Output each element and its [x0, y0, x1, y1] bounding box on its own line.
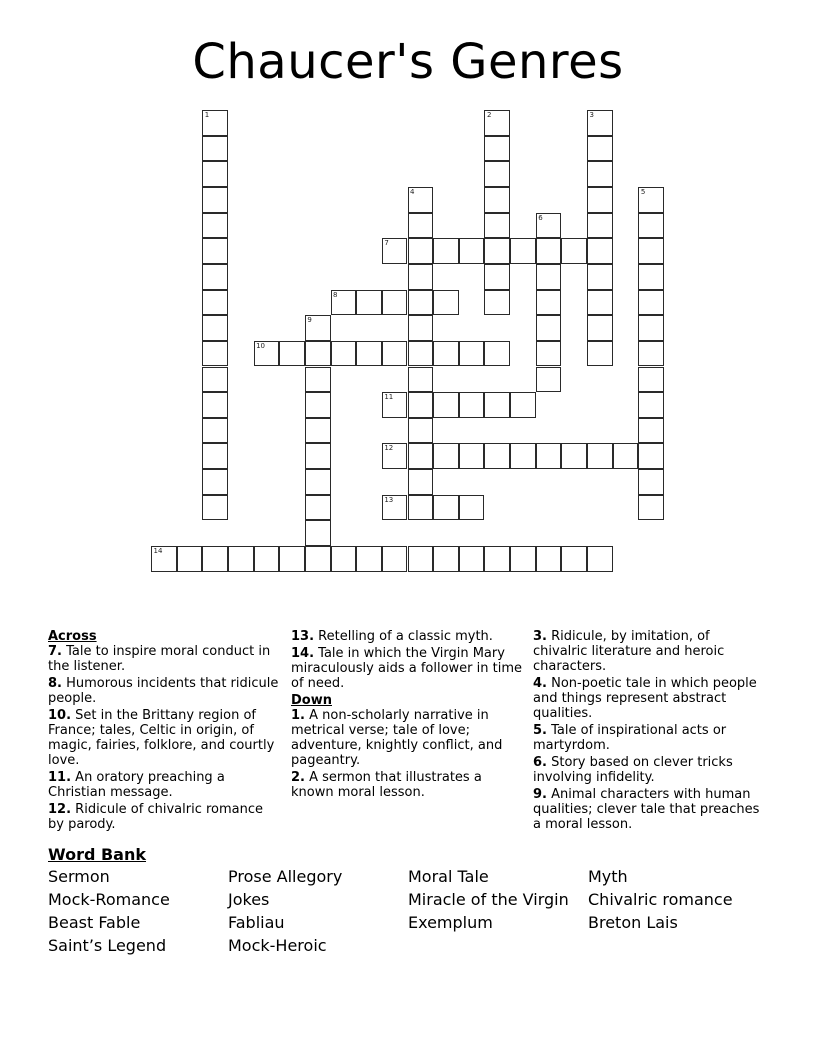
grid-cell[interactable]	[433, 238, 459, 264]
clue-across-7	[48, 644, 280, 674]
grid-cell[interactable]	[356, 341, 382, 367]
grid-cell[interactable]	[408, 495, 434, 521]
grid-cell[interactable]	[305, 520, 331, 546]
grid-cell[interactable]	[305, 367, 331, 393]
grid-cell[interactable]	[587, 264, 613, 290]
grid-cell[interactable]	[382, 392, 408, 418]
clue-text: An oratory preaching a Christian message.	[48, 770, 225, 800]
grid-cell[interactable]	[202, 367, 228, 393]
cell-number: 8	[333, 290, 338, 299]
clue-across-12	[48, 802, 280, 832]
clue-number: 7.	[48, 644, 62, 659]
grid-cell[interactable]	[638, 290, 664, 316]
grid-cell[interactable]	[279, 546, 305, 572]
clue-text: A non-scholarly narrative in metrical verse; tale of love; adventure, knightly conflict, and pageantry.	[291, 708, 503, 768]
clue-down-3	[533, 629, 765, 674]
grid-cell[interactable]	[408, 213, 434, 239]
clue-number: 12.	[48, 802, 72, 817]
grid-cell[interactable]	[305, 469, 331, 495]
clue-number: 9.	[533, 787, 547, 802]
grid-cell[interactable]	[202, 495, 228, 521]
clue-number: 8.	[48, 676, 62, 691]
down-header: Down	[291, 693, 332, 708]
grid-cell[interactable]	[638, 392, 664, 418]
grid-cell[interactable]	[382, 495, 408, 521]
clue-down-5	[533, 723, 765, 753]
grid-cell[interactable]	[356, 290, 382, 316]
grid-cell[interactable]	[408, 469, 434, 495]
grid-cell[interactable]	[305, 392, 331, 418]
grid-cell[interactable]	[382, 443, 408, 469]
clue-across-14	[291, 646, 523, 691]
clue-text: Tale in which the Virgin Mary miraculously aids a follower in time of need.	[291, 646, 522, 691]
grid-cell[interactable]	[587, 136, 613, 162]
grid-cell[interactable]	[408, 367, 434, 393]
grid-cell[interactable]	[484, 264, 510, 290]
grid-cell[interactable]	[433, 341, 459, 367]
across-header: Across	[48, 629, 97, 644]
grid-cell[interactable]	[536, 213, 562, 239]
grid-cell[interactable]	[331, 546, 357, 572]
clue-text: Ridicule, by imitation, of chivalric literature and heroic characters.	[533, 629, 725, 674]
grid-cell[interactable]	[177, 546, 203, 572]
grid-cell[interactable]	[202, 392, 228, 418]
grid-cell[interactable]	[305, 341, 331, 367]
grid-cell[interactable]	[202, 213, 228, 239]
grid-cell[interactable]	[228, 546, 254, 572]
clue-text: Set in the Brittany region of France; tales, Celtic in origin, of magic, fairies, folklore, and courtly love.	[48, 708, 275, 768]
grid-cell[interactable]	[484, 341, 510, 367]
grid-cell[interactable]	[638, 495, 664, 521]
grid-cell[interactable]	[408, 315, 434, 341]
grid-cell[interactable]	[382, 341, 408, 367]
grid-cell[interactable]	[536, 315, 562, 341]
grid-cell[interactable]	[459, 341, 485, 367]
grid-cell[interactable]	[484, 136, 510, 162]
grid-cell[interactable]	[408, 290, 434, 316]
cell-number: 12	[384, 444, 394, 453]
word-bank-item: Beast Fable	[48, 913, 141, 932]
clue-number: 3.	[533, 629, 547, 644]
grid-cell[interactable]	[638, 367, 664, 393]
word-bank-item: Prose Allegory	[228, 867, 343, 886]
grid-cell[interactable]	[510, 238, 536, 264]
grid-cell[interactable]	[536, 443, 562, 469]
clue-across-8	[48, 676, 280, 706]
grid-cell[interactable]	[356, 546, 382, 572]
clue-down-1	[291, 708, 523, 768]
word-bank-item: Exemplum	[408, 913, 493, 932]
grid-cell[interactable]	[382, 238, 408, 264]
clue-number: 4.	[533, 676, 547, 691]
clue-text: Story based on clever tricks involving infidelity.	[533, 755, 733, 785]
clue-down-9	[533, 787, 765, 832]
grid-cell[interactable]	[202, 341, 228, 367]
cell-number: 2	[486, 111, 492, 119]
grid-cell[interactable]	[638, 213, 664, 239]
grid-cell[interactable]	[536, 238, 562, 264]
grid-cell[interactable]	[638, 238, 664, 264]
grid-cell[interactable]	[587, 238, 613, 264]
grid-cell[interactable]	[536, 546, 562, 572]
grid-cell[interactable]	[305, 418, 331, 444]
grid-cell[interactable]	[202, 264, 228, 290]
clue-number: 10.	[48, 708, 72, 723]
grid-cell[interactable]	[587, 187, 613, 213]
grid-cell[interactable]	[510, 443, 536, 469]
grid-cell[interactable]	[484, 443, 510, 469]
grid-cell[interactable]	[202, 546, 228, 572]
cell-number: 4	[410, 187, 415, 196]
grid-cell[interactable]	[484, 161, 510, 187]
clue-number: 5.	[533, 723, 547, 738]
grid-cell[interactable]	[587, 443, 613, 469]
grid-cell[interactable]	[536, 367, 562, 393]
grid-cell[interactable]	[408, 392, 434, 418]
clue-down-2	[291, 770, 523, 800]
grid-cell[interactable]	[561, 443, 587, 469]
grid-cell[interactable]	[202, 443, 228, 469]
clues-column-1	[48, 629, 280, 834]
grid-cell[interactable]	[484, 238, 510, 264]
clue-across-11	[48, 770, 280, 800]
grid-cell[interactable]	[484, 546, 510, 572]
crossword-grid	[151, 110, 671, 580]
grid-cell[interactable]	[638, 418, 664, 444]
grid-cell[interactable]	[254, 546, 280, 572]
cell-number: 3	[589, 111, 595, 119]
grid-cell[interactable]	[202, 418, 228, 444]
clue-down-6	[533, 755, 765, 785]
word-bank-item: Chivalric romance	[588, 890, 733, 909]
clue-across-10	[48, 708, 280, 768]
grid-cell[interactable]	[510, 392, 536, 418]
grid-cell[interactable]	[587, 546, 613, 572]
grid-cell[interactable]	[202, 290, 228, 316]
grid-cell[interactable]	[638, 187, 664, 213]
clue-number: 14.	[291, 646, 315, 661]
grid-cell[interactable]	[254, 341, 280, 367]
clue-text: Non-poetic tale in which people and things represent abstract qualities.	[533, 676, 757, 721]
grid-cell[interactable]	[433, 290, 459, 316]
grid-cell[interactable]	[433, 546, 459, 572]
grid-cell[interactable]	[433, 392, 459, 418]
word-bank-item: Breton Lais	[588, 913, 678, 932]
cell-number: 13	[384, 495, 394, 504]
cell-number: 6	[538, 213, 543, 222]
word-bank-item: Miracle of the Virgin	[408, 890, 569, 909]
word-bank-item: Mock-Romance	[48, 890, 170, 909]
clue-text: Tale of inspirational acts or martyrdom.	[533, 723, 727, 753]
grid-cell[interactable]	[459, 443, 485, 469]
grid-cell[interactable]	[331, 290, 357, 316]
grid-cell[interactable]	[408, 341, 434, 367]
grid-cell[interactable]	[408, 418, 434, 444]
grid-cell[interactable]	[587, 315, 613, 341]
grid-cell[interactable]	[613, 443, 639, 469]
grid-cell[interactable]	[433, 443, 459, 469]
grid-cell[interactable]	[561, 238, 587, 264]
clue-text: Retelling of a classic myth.	[318, 629, 493, 644]
word-bank-item: Fabliau	[228, 913, 285, 932]
word-bank-item: Sermon	[48, 867, 110, 886]
grid-cell[interactable]	[279, 341, 305, 367]
grid-cell[interactable]	[638, 469, 664, 495]
grid-cell[interactable]	[151, 546, 177, 572]
grid-cell[interactable]	[587, 341, 613, 367]
clues-column-2	[291, 629, 523, 802]
grid-cell[interactable]	[459, 495, 485, 521]
grid-cell[interactable]	[202, 315, 228, 341]
cell-number: 7	[384, 239, 389, 248]
clue-number: 6.	[533, 755, 547, 770]
grid-cell[interactable]	[638, 315, 664, 341]
clue-number: 1.	[291, 708, 305, 723]
grid-cell[interactable]	[484, 213, 510, 239]
grid-cell[interactable]	[202, 187, 228, 213]
grid-cell[interactable]	[587, 110, 613, 136]
grid-cell[interactable]	[459, 546, 485, 572]
word-bank-header: Word Bank	[48, 845, 147, 864]
grid-cell[interactable]	[305, 495, 331, 521]
grid-cell[interactable]	[536, 264, 562, 290]
grid-cell[interactable]	[408, 187, 434, 213]
grid-cell[interactable]	[202, 161, 228, 187]
grid-cell[interactable]	[587, 213, 613, 239]
clue-number: 2.	[291, 770, 305, 785]
clue-number: 13.	[291, 629, 315, 644]
word-bank-item: Moral Tale	[408, 867, 489, 886]
clue-down-4	[533, 676, 765, 721]
grid-cell[interactable]	[408, 546, 434, 572]
word-bank-list	[48, 866, 788, 956]
cell-number: 5	[640, 187, 646, 196]
clue-text: Ridicule of chivalric romance by parody.	[48, 802, 264, 832]
clue-number: 11.	[48, 770, 72, 785]
grid-cell[interactable]	[638, 443, 664, 469]
grid-cell[interactable]	[305, 443, 331, 469]
grid-cell[interactable]	[459, 238, 485, 264]
grid-cell[interactable]	[484, 392, 510, 418]
cell-number: 1	[204, 111, 210, 119]
clue-text: Animal characters with human qualities; clever tale that preaches a moral lesson.	[533, 787, 760, 832]
grid-cell[interactable]	[587, 290, 613, 316]
grid-cell[interactable]	[408, 264, 434, 290]
grid-cell[interactable]	[305, 315, 331, 341]
grid-cell[interactable]	[382, 290, 408, 316]
grid-cell[interactable]	[638, 341, 664, 367]
grid-cell[interactable]	[433, 495, 459, 521]
word-bank-item: Myth	[588, 867, 628, 886]
grid-cell[interactable]	[484, 110, 510, 136]
clue-text: Tale to inspire moral conduct in the listener.	[48, 644, 271, 674]
grid-cell[interactable]	[484, 187, 510, 213]
grid-cell[interactable]	[408, 238, 434, 264]
grid-cell[interactable]	[510, 546, 536, 572]
clue-across-13	[291, 629, 523, 644]
puzzle-title: Chaucer's Genres	[192, 34, 624, 90]
grid-cell[interactable]	[459, 392, 485, 418]
grid-cell[interactable]	[305, 546, 331, 572]
grid-cell[interactable]	[587, 161, 613, 187]
grid-cell[interactable]	[331, 341, 357, 367]
word-bank-item: Mock-Heroic	[228, 936, 327, 955]
word-bank-item: Saint’s Legend	[48, 936, 167, 955]
clue-text: A sermon that illustrates a known moral lesson.	[291, 770, 482, 800]
word-bank	[48, 845, 788, 956]
cell-number: 10	[256, 341, 266, 350]
grid-cell[interactable]	[202, 238, 228, 264]
grid-cell[interactable]	[408, 443, 434, 469]
word-bank-item: Jokes	[228, 890, 270, 909]
grid-cell[interactable]	[202, 110, 228, 136]
clues-column-3	[533, 629, 765, 834]
cell-number: 9	[307, 316, 312, 325]
cell-number: 11	[384, 393, 394, 402]
grid-cell[interactable]	[638, 264, 664, 290]
grid-cell[interactable]	[202, 136, 228, 162]
grid-cell[interactable]	[202, 469, 228, 495]
cell-number: 14	[153, 547, 163, 556]
grid-cell[interactable]	[536, 290, 562, 316]
grid-cell[interactable]	[382, 546, 408, 572]
clue-text: Humorous incidents that ridicule people.	[48, 676, 279, 706]
grid-cell[interactable]	[484, 290, 510, 316]
grid-cell[interactable]	[536, 341, 562, 367]
grid-cell[interactable]	[561, 546, 587, 572]
